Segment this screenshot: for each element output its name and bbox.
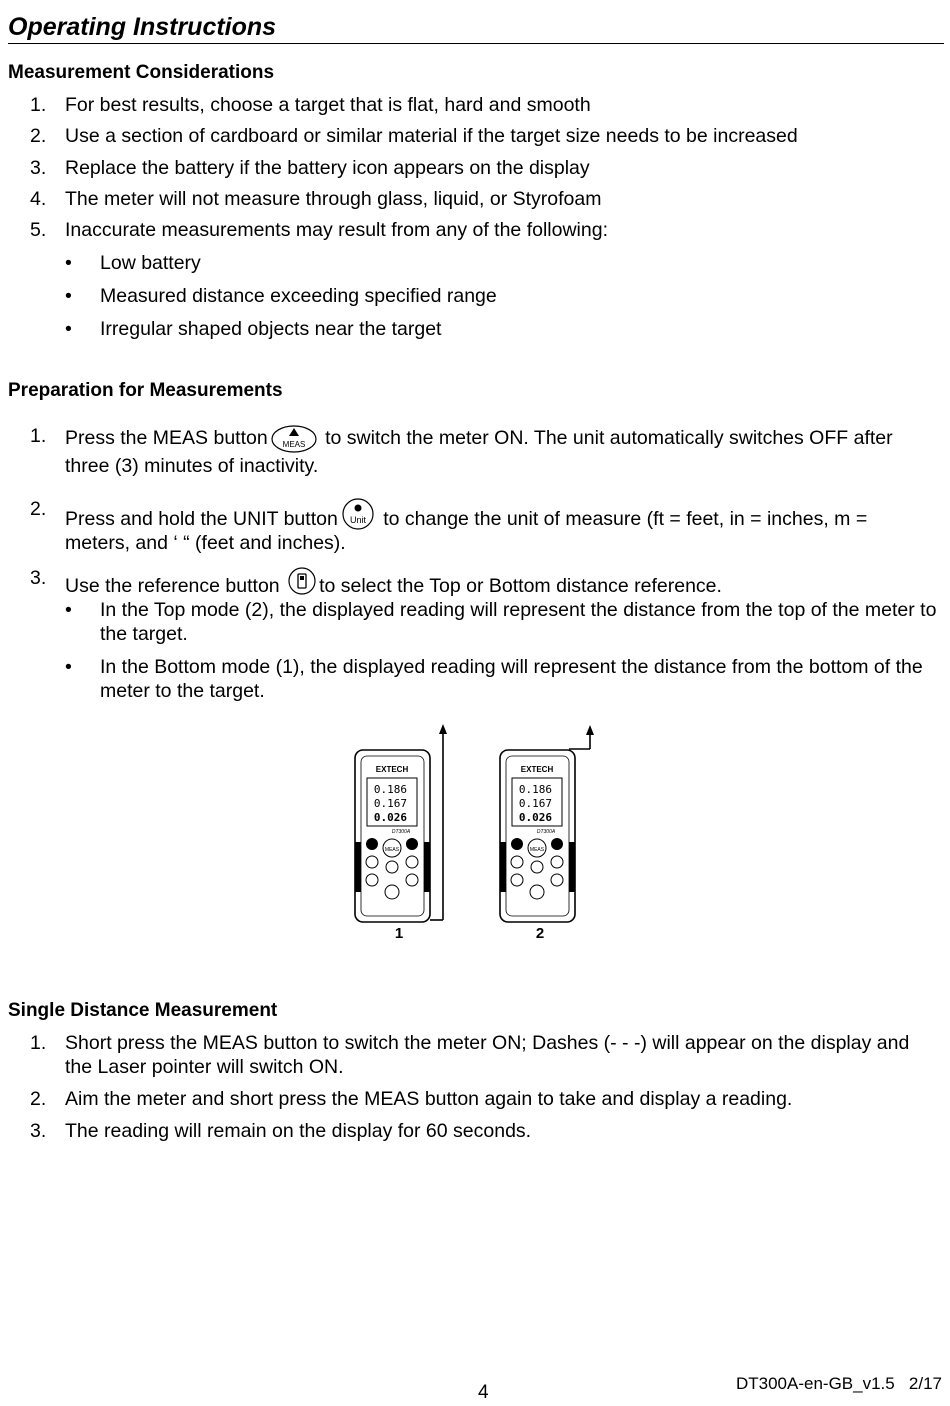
item-number: 5. — [30, 219, 47, 241]
bullet-dot-icon: • — [65, 656, 72, 678]
document-id: DT300A-en-GB_v1.5 2/17 — [735, 1374, 942, 1393]
meter-reading: 0.186 — [373, 783, 407, 796]
bullet-text: Irregular shaped objects near the target — [100, 318, 442, 340]
item-number: 2. — [30, 498, 47, 520]
unit-icon-label: Unit — [349, 515, 366, 525]
section-heading-measurement-considerations: Measurement Considerations — [8, 62, 275, 83]
item-number: 1. — [30, 94, 47, 116]
item-number: 1. — [30, 425, 47, 447]
meter-top-reference — [500, 725, 594, 942]
item-text: The meter will not measure through glass, liquid, or Styrofoam — [65, 188, 602, 210]
item-number: 2. — [30, 125, 47, 147]
meter-brand-label: EXTECH — [520, 765, 554, 774]
item-number: 4. — [30, 188, 47, 210]
item-text — [65, 566, 937, 598]
meter-meas-key-label: MEAS — [529, 847, 545, 853]
meter-reading: 0.167 — [373, 797, 407, 810]
unit-button-icon — [340, 497, 376, 531]
meter-meas-key-label: MEAS — [384, 847, 400, 853]
item-text-part: to change the unit of measure (ft = feet, in = inches, m = meters, and ‘ “ (feet and inches). — [65, 508, 868, 554]
item-text: Inaccurate measurements may result from any of the following: — [65, 219, 608, 241]
meter-model-label: DT300A — [391, 829, 411, 835]
meter-brand-label: EXTECH — [375, 765, 409, 774]
item-text-part: Use the reference button — [65, 575, 286, 597]
bullet-text: Low battery — [100, 252, 201, 274]
item-number: 3. — [30, 1120, 47, 1142]
meter-reading: 0.186 — [518, 783, 552, 796]
bullet-text: In the Top mode (2), the displayed reading will represent the distance from the top of the meter to the target. — [100, 599, 937, 645]
item-text-part: Press and hold the UNIT button — [65, 508, 338, 530]
item-number: 3. — [30, 157, 47, 179]
bullet-dot-icon: • — [65, 599, 72, 621]
item-text: Aim the meter and short press the MEAS button again to take and display a reading. — [65, 1088, 793, 1110]
section-heading-single-distance: Single Distance Measurement — [8, 1000, 278, 1021]
bullet-text: In the Bottom mode (1), the displayed reading will represent the distance from the bottom of the meter to the target. — [100, 656, 923, 702]
item-text: Use a section of cardboard or similar material if the target size needs to be increased — [65, 125, 798, 147]
item-text-part: to switch the meter ON. The unit automatically switches OFF after three (3) minutes of inactivity. — [65, 427, 893, 477]
item-number: 1. — [30, 1032, 47, 1054]
page-title: Operating Instructions — [8, 12, 944, 44]
meter-model-label: DT300A — [536, 829, 556, 835]
item-text-part: to select the Top or Bottom distance reference. — [319, 575, 722, 597]
item-number: 3. — [30, 567, 47, 589]
meter-reading: 0.026 — [518, 811, 552, 824]
bullet-dot-icon: • — [65, 252, 72, 274]
meter-reading: 0.026 — [373, 811, 407, 824]
item-text — [65, 424, 937, 478]
figure-caption: 1 — [394, 925, 404, 942]
item-text — [65, 497, 937, 555]
figure-caption: 2 — [535, 925, 545, 942]
reference-button-icon — [287, 566, 317, 596]
bullet-dot-icon: • — [65, 285, 72, 307]
item-number: 2. — [30, 1088, 47, 1110]
meas-icon-label: MEAS — [282, 440, 306, 449]
item-text: The reading will remain on the display for 60 seconds. — [65, 1120, 532, 1142]
meters-illustration — [345, 722, 615, 947]
bullet-text: Measured distance exceeding specified range — [100, 285, 497, 307]
item-text: For best results, choose a target that is flat, hard and smooth — [65, 94, 591, 116]
item-text: Replace the battery if the battery icon appears on the display — [65, 157, 590, 179]
reference-mode-figure — [345, 722, 615, 947]
item-text-part: Press the MEAS button — [65, 427, 268, 449]
bullet-dot-icon: • — [65, 318, 72, 340]
page-number: 4 — [478, 1382, 489, 1403]
meas-button-icon — [270, 424, 318, 454]
section-heading-preparation: Preparation for Measurements — [8, 380, 283, 401]
item-text: Short press the MEAS button to switch the meter ON; Dashes (- - -) will appear on the display and the Laser pointer will switch ON. — [65, 1032, 910, 1078]
meter-bottom-reference — [355, 724, 447, 942]
meter-reading: 0.167 — [518, 797, 552, 810]
